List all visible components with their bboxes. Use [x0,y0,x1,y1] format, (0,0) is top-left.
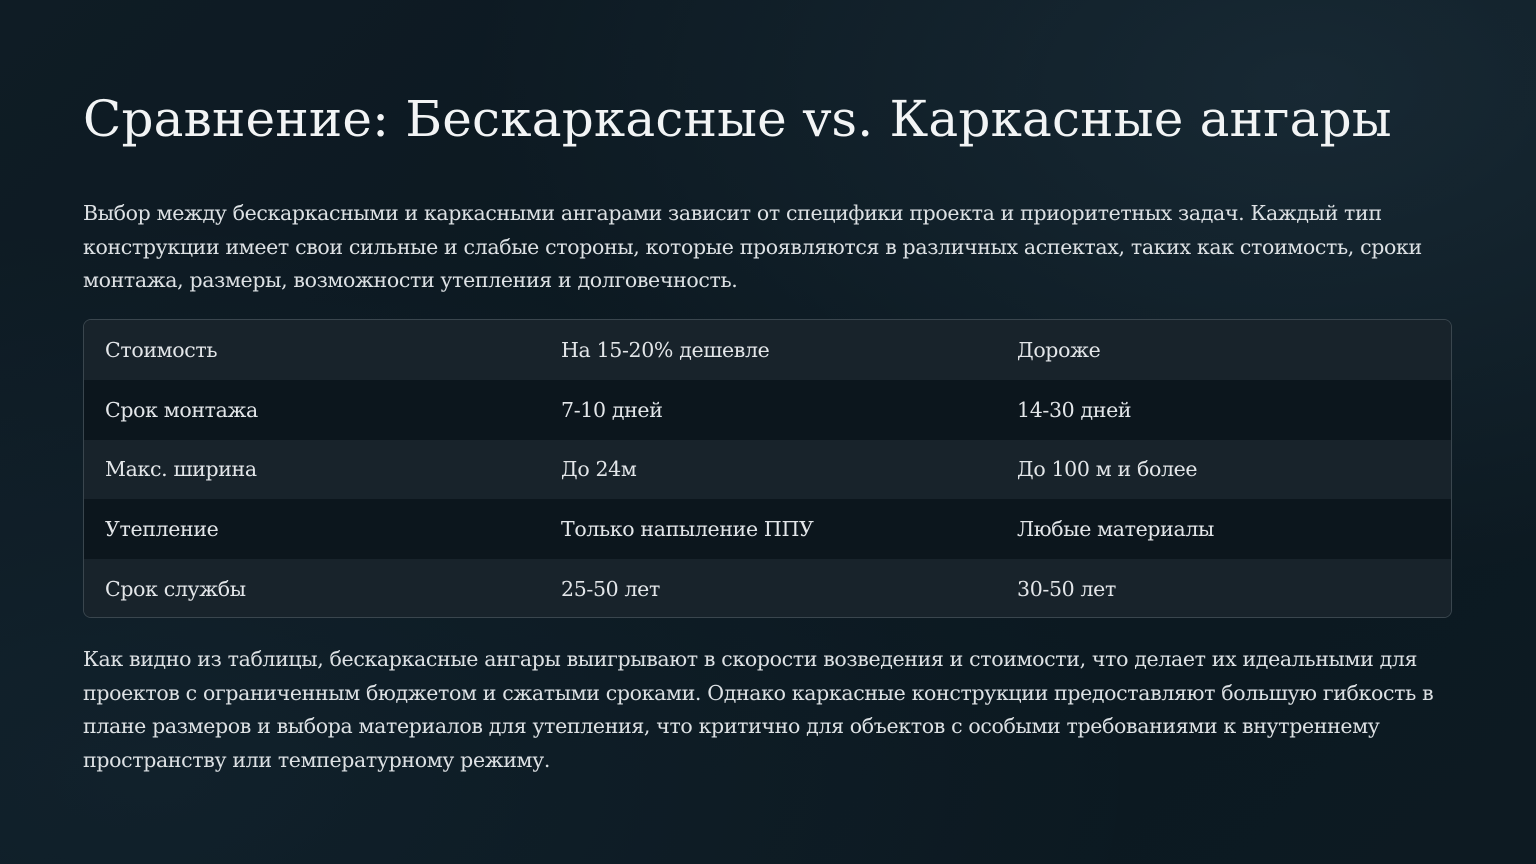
conclusion-paragraph: Как видно из таблицы, бескаркасные ангары выигрывают в скорости возведения и стоимости, что делает их идеальными для проектов с ограниченным бюджетом и сжатыми сроками. Однако каркасные конструкции предоставляют большую гибкость в плане размеров и выбора материалов для утепления, что критично для объектов с особыми требованиями к внутреннему пространству или температурному режиму. [83,647,1434,772]
row-label: Срок службы [105,577,246,602]
frameless-value: До 24м [561,457,637,482]
frameless-value: 25-50 лет [561,577,660,602]
table-row [84,320,1451,380]
comparison-table [83,319,1452,618]
table-row [84,559,1451,618]
table-row [84,440,1451,500]
framed-value: 30-50 лет [1017,577,1116,602]
row-label: Утепление [105,517,219,542]
frameless-value: Только напыление ППУ [561,517,814,542]
page-title: Сравнение: Бескаркасные vs. Каркасные ангары [83,90,1392,148]
frameless-value: 7-10 дней [561,397,663,422]
framed-value: 14-30 дней [1017,397,1132,422]
frameless-value: На 15-20% дешевле [561,337,770,362]
table-row [84,499,1451,559]
intro-paragraph: Выбор между бескаркасными и каркасными ангарами зависит от специфики проекта и приоритетных задач. Каждый тип конструкции имеет свои сильные и слабые стороны, которые проявляются в различных аспектах, таких как стоимость, сроки монтажа, размеры, возможности утепления и долговечность. [83,201,1422,292]
framed-value: Любые материалы [1017,517,1214,542]
row-label: Срок монтажа [105,397,258,422]
row-label: Стоимость [105,337,218,362]
row-label: Макс. ширина [105,457,257,482]
table-row [84,380,1451,440]
framed-value: До 100 м и более [1017,457,1198,482]
framed-value: Дороже [1017,337,1101,362]
